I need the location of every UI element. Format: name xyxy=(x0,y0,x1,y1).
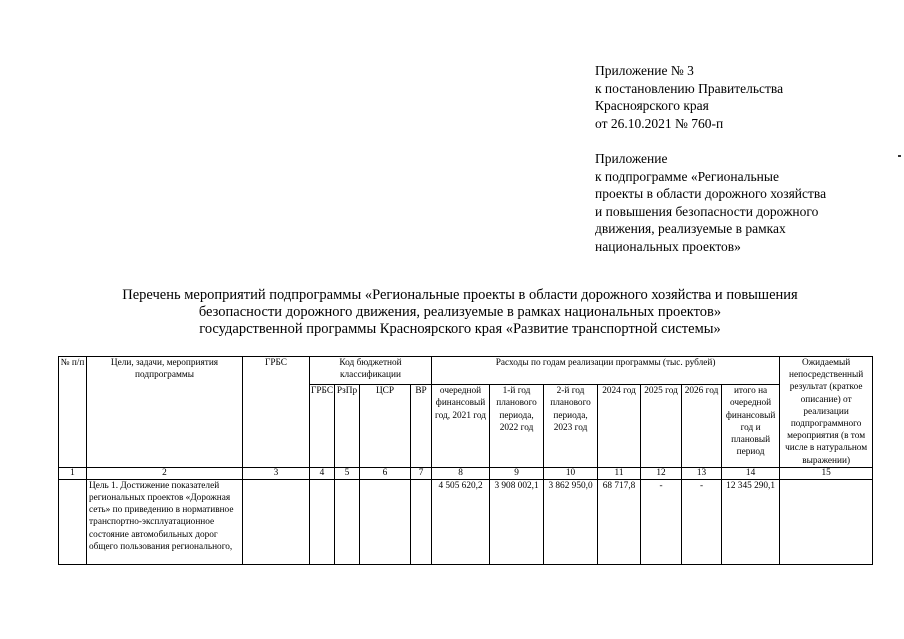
header-grbs: ГРБС xyxy=(243,357,310,468)
cell-2023: 3 862 950,0 xyxy=(544,479,598,564)
cell-2026: - xyxy=(682,479,722,564)
cell-code-grbs xyxy=(310,479,335,564)
cell-2022: 3 908 002,1 xyxy=(490,479,544,564)
subprogram-appendix-line: движения, реализуемые в рамках xyxy=(595,221,786,236)
header-year-2026: 2026 год xyxy=(682,385,722,468)
column-number: 5 xyxy=(335,467,360,479)
column-number: 11 xyxy=(598,467,641,479)
header-code-vr: ВР xyxy=(411,385,432,468)
header-year-2025: 2025 год xyxy=(641,385,682,468)
appendix-3-line: Красноярского края xyxy=(595,98,709,113)
appendix-3-line: Приложение № 3 xyxy=(595,63,694,78)
column-number: 13 xyxy=(682,467,722,479)
cell-result xyxy=(780,479,873,564)
cell-code-csr xyxy=(360,479,411,564)
column-number-row xyxy=(59,467,873,479)
title-line: Перечень мероприятий подпрограммы «Региональные проекты в области дорожного хозяйства и повышения xyxy=(122,287,798,303)
appendix-3-line: к постановлению Правительства xyxy=(595,80,784,96)
column-number: 10 xyxy=(544,467,598,479)
header-budget-code: Код бюджетной классификации xyxy=(310,357,432,385)
table-header-row xyxy=(59,357,873,385)
header-result: Ожидаемый непосредственный результат (краткое описание) от реализации подпрограммного мероприятия (в том числе в натуральном выражении) xyxy=(780,357,873,468)
cell-grbs xyxy=(243,479,310,564)
cell-total: 12 345 290,1 xyxy=(722,479,780,564)
header-code-grbs: ГРБС xyxy=(310,385,335,468)
title-line: государственной программы Красноярского края «Развитие транспортной системы» xyxy=(199,321,721,337)
appendix-3-header xyxy=(595,62,783,132)
header-year-2021: очередной финансовый год, 2021 год xyxy=(432,385,490,468)
cell-2024: 68 717,8 xyxy=(598,479,641,564)
scan-edge-mark xyxy=(898,155,901,157)
cell-num xyxy=(59,479,87,564)
header-year-2024: 2024 год xyxy=(598,385,641,468)
subprogram-appendix-line: к подпрограмме «Региональные xyxy=(595,168,779,184)
column-number: 8 xyxy=(432,467,490,479)
column-number: 1 xyxy=(59,467,87,479)
title-line: безопасности дорожного движения, реализуемые в рамках национальных проектов» xyxy=(198,304,722,320)
subprogram-appendix-line: проекты в области дорожного хозяйства xyxy=(595,186,827,201)
header-total: итого на очередной финансовый год и плановый период xyxy=(722,385,780,468)
appendix-3-line: от 26.10.2021 № 760-п xyxy=(595,115,724,131)
table-row xyxy=(59,479,873,564)
cell-code-vr xyxy=(411,479,432,564)
cell-code-rzpr xyxy=(335,479,360,564)
header-code-rzpr: РзПр xyxy=(335,385,360,468)
cell-goal: Цель 1. Достижение показателей региональных проектов «Дорожная сеть» по приведению в нормативное транспортно-эксплуатационное состояние автомобильных дорог общего пользования регионального, xyxy=(87,479,243,564)
column-number: 2 xyxy=(87,467,243,479)
subprogram-appendix-line: национальных проектов» xyxy=(595,238,741,254)
column-number: 4 xyxy=(310,467,335,479)
cell-2025: - xyxy=(641,479,682,564)
cell-2021: 4 505 620,2 xyxy=(432,479,490,564)
measures-table xyxy=(58,356,873,565)
header-year-2023: 2-й год планового периода, 2023 год xyxy=(544,385,598,468)
column-number: 14 xyxy=(722,467,780,479)
subprogram-appendix-header xyxy=(595,150,826,255)
header-num: № п/п xyxy=(59,357,87,468)
column-number: 12 xyxy=(641,467,682,479)
header-expenses: Расходы по годам реализации программы (тыс. рублей) xyxy=(432,357,780,385)
document-title xyxy=(60,287,860,338)
header-year-2022: 1-й год планового периода, 2022 год xyxy=(490,385,544,468)
subprogram-appendix-line: Приложение xyxy=(595,151,668,166)
column-number: 3 xyxy=(243,467,310,479)
header-code-csr: ЦСР xyxy=(360,385,411,468)
column-number: 7 xyxy=(411,467,432,479)
column-number: 9 xyxy=(490,467,544,479)
header-goals: Цели, задачи, мероприятия подпрограммы xyxy=(87,357,243,468)
column-number: 6 xyxy=(360,467,411,479)
column-number: 15 xyxy=(780,467,873,479)
subprogram-appendix-line: и повышения безопасности дорожного xyxy=(595,203,819,219)
